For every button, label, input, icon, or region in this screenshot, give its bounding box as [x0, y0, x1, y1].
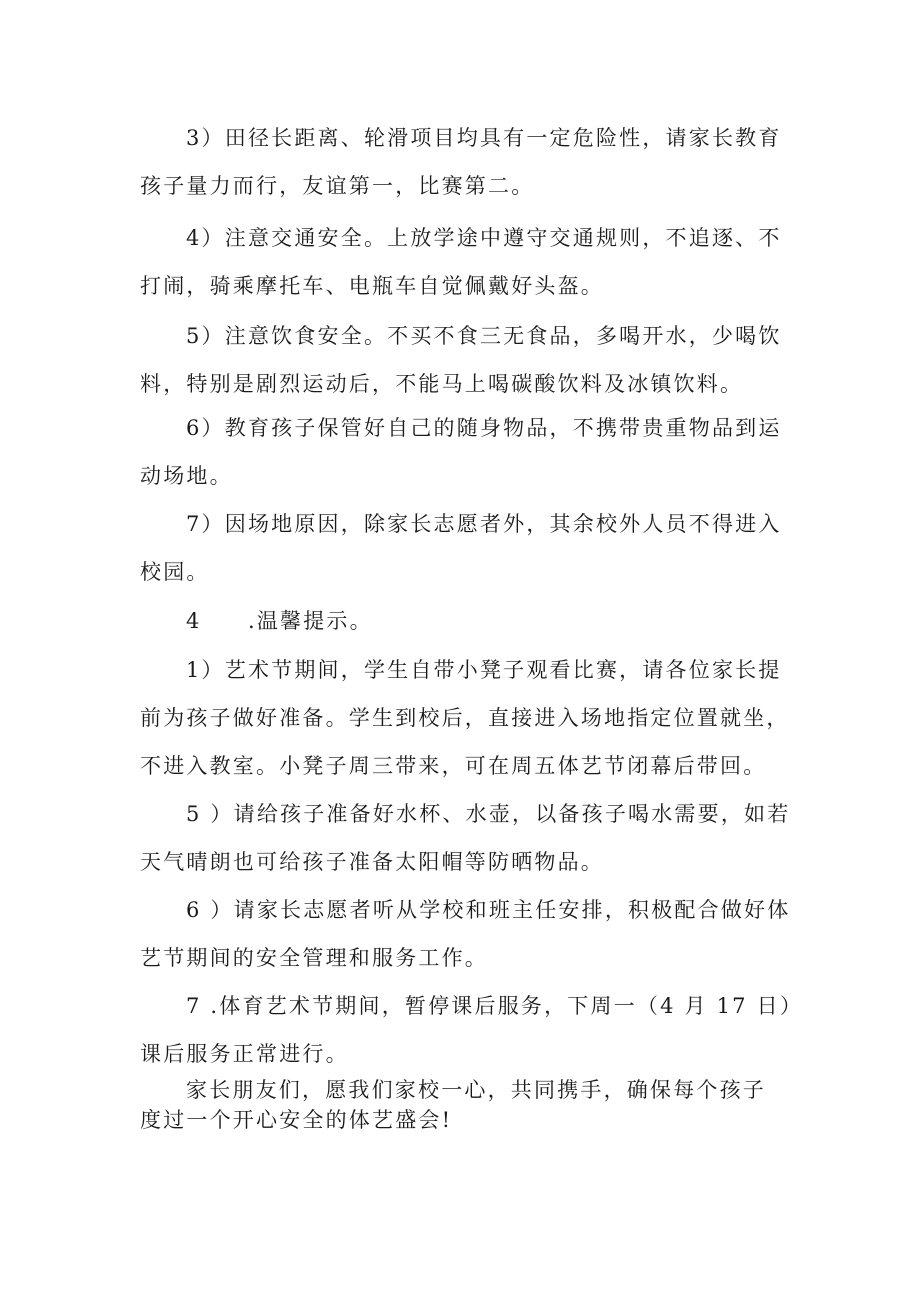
text-line: 艺节期间的安全管理和服务工作。: [140, 946, 488, 970]
text-line: 动场地。: [140, 464, 233, 488]
text-line: 孩子量力而行，友谊第一，比赛第二。: [140, 174, 535, 198]
text-line: 天气晴朗也可给孩子准备太阳帽等防晒物品。: [140, 850, 604, 874]
text-line: 课后服务正常进行。: [140, 1042, 349, 1066]
paragraph-safety-item-5: [140, 312, 800, 408]
text-line: 4）注意交通安全。上放学途中遵守交通规则，不追逐、不: [186, 226, 782, 250]
text-line: 7）因场地原因，除家长志愿者外，其余校外人员不得进入: [186, 512, 782, 536]
paragraph-safety-item-3: [140, 114, 800, 210]
text-line: 家长朋友们，愿我们家校一心，共同携手，确保每个孩子: [186, 1078, 766, 1102]
paragraph-safety-item-4: [140, 214, 800, 310]
section-heading-tips: [140, 597, 800, 645]
text-line: 5）注意饮食安全。不买不食三无食品，多喝开水，少喝饮: [186, 324, 782, 348]
text-line: 1）艺术节期间，学生自带小凳子观看比赛，请各位家长提: [186, 658, 782, 682]
text-line: 6 ）请家长志愿者听从学校和班主任安排，积极配合做好体: [186, 898, 791, 922]
text-line: 料，特别是剧烈运动后，不能马上喝碳酸饮料及冰镇饮料。: [140, 372, 744, 396]
paragraph-tip-item-5: [140, 790, 800, 886]
paragraph-tip-item-6: [140, 886, 800, 982]
text-line: 7 .体育艺术节期间，暂停课后服务，下周一（4 月 17 日）: [186, 994, 804, 1018]
text-line: 6）教育孩子保管好自己的随身物品，不携带贵重物品到运: [186, 416, 782, 440]
closing-message: [140, 1075, 800, 1135]
text-line: 前为孩子做好准备。学生到校后，直接进入场地指定位置就坐，: [140, 706, 790, 730]
text-line: 4 .温馨提示。: [186, 609, 373, 633]
paragraph-tip-item-1: [140, 646, 800, 790]
paragraph-safety-item-6: [140, 404, 800, 500]
paragraph-safety-item-7: [140, 500, 800, 596]
paragraph-item-7-schedule: [140, 982, 804, 1078]
text-line: 打闹，骑乘摩托车、电瓶车自觉佩戴好头盔。: [140, 274, 604, 298]
text-line: 5 ）请给孩子准备好水杯、水壶，以备孩子喝水需要，如若: [186, 802, 791, 826]
text-line: 校园。: [140, 560, 210, 584]
text-line: 不进入教室。小凳子周三带来，可在周五体艺节闭幕后带回。: [140, 754, 767, 778]
text-line: 度过一个开心安全的体艺盛会!: [140, 1108, 453, 1132]
text-line: 3）田径长距离、轮滑项目均具有一定危险性，请家长教育: [186, 126, 782, 150]
